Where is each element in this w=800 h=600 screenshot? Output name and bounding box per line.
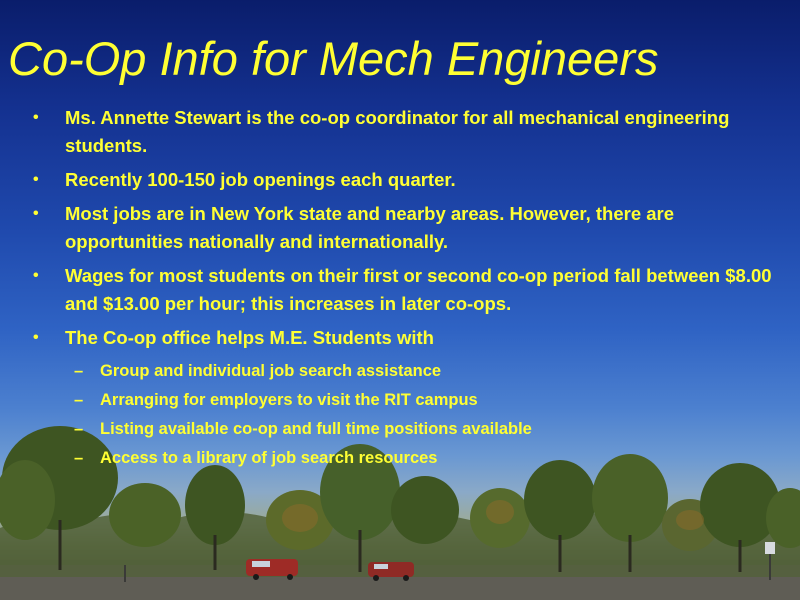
bullet-text: Wages for most students on their first or second co-op period fall between $8.00 and $13.00 per hour; this increases in later co-ops. xyxy=(65,265,772,314)
parking-lot xyxy=(0,577,800,600)
bullet-item xyxy=(0,262,800,318)
bullet-marker: • xyxy=(33,267,39,284)
sub-bullet-text: Arranging for employers to visit the RIT campus xyxy=(100,391,478,409)
sub-bullet-list xyxy=(65,358,780,472)
sub-bullet-marker: – xyxy=(74,391,84,409)
sub-bullet-item xyxy=(65,387,780,414)
sub-bullet-text: Access to a library of job search resources xyxy=(100,449,438,467)
sub-bullet-marker: – xyxy=(74,362,84,380)
sub-bullet-text: Listing available co-op and full time positions available xyxy=(100,420,532,438)
sub-bullet-item xyxy=(65,416,780,443)
slide-title: Co-Op Info for Mech Engineers xyxy=(8,32,659,85)
bullet-marker: • xyxy=(33,171,39,188)
bullet-list xyxy=(0,104,800,478)
sign xyxy=(765,542,775,554)
bullet-item xyxy=(0,104,800,160)
sub-bullet-marker: – xyxy=(74,449,84,467)
sub-bullet-text: Group and individual job search assistance xyxy=(100,362,442,380)
bullet-text: Recently 100-150 job openings each quarter. xyxy=(65,169,456,190)
bullet-marker: • xyxy=(33,109,39,126)
bullet-marker: • xyxy=(33,205,39,222)
sub-bullet-marker: – xyxy=(74,420,84,438)
bullet-item xyxy=(0,324,800,472)
bullet-item xyxy=(0,166,800,194)
bullet-marker: • xyxy=(33,329,39,346)
sub-bullet-item xyxy=(65,358,780,385)
bullet-text: The Co-op office helps M.E. Students with xyxy=(65,327,434,348)
bullet-text: Most jobs are in New York state and nearby areas. However, there are opportunities nationally and internationally. xyxy=(65,203,675,252)
sub-bullet-item xyxy=(65,445,780,472)
bullet-item xyxy=(0,200,800,256)
bullet-text: Ms. Annette Stewart is the co-op coordinator for all mechanical engineering students. xyxy=(65,107,730,156)
